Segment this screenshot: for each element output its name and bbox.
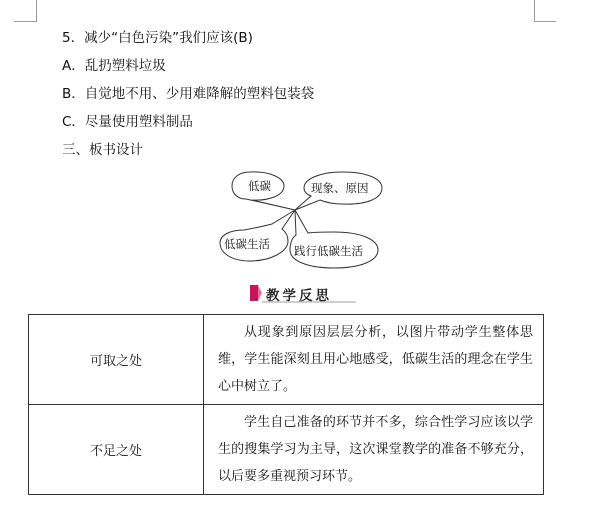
section-heading: 三、板书设计 [62,142,143,158]
crop-mark-top-left-vertical [36,0,37,22]
bubble-low-carbon [232,172,295,210]
row-text: 学生自己准备的环节并不多，综合性学习应该以学生的搜集学习为主导，这次课堂教学的准备不够充分，以后要多重视预习环节。 [204,405,544,495]
bubble-label: 践行低碳生活 [294,244,363,258]
option-b: B．自觉地不用、少用难降解的塑料包装袋 [62,86,315,102]
bubble-low-carbon-life [220,210,295,261]
banner-title: 教学反思 [266,288,332,304]
row-label: 可取之处 [29,315,204,405]
row-text: 从现象到原因层层分析，以图片带动学生整体思维，学生能深刻且用心地感受，低碳生活的理念在学生心中树立了。 [204,315,544,405]
reflection-table [28,314,544,495]
table-row [29,315,544,405]
bubble-practice-low-carbon-life [290,210,378,268]
question-stem: 5．减少“白色污染”我们应该(B) [62,30,253,46]
bubble-label: 现象、原因 [311,181,369,195]
crop-mark-top-right-horizontal [534,21,556,22]
row-label: 不足之处 [29,405,204,495]
board-design-diagram [200,168,400,272]
bubble-label: 低碳生活 [224,237,270,251]
option-a: A．乱扔塑料垃圾 [62,58,166,74]
table-row [29,405,544,495]
crop-mark-top-left-horizontal [14,21,37,22]
reflection-banner [248,282,360,304]
option-c: C．尽量使用塑料制品 [62,114,193,130]
crop-mark-top-right-vertical [534,0,535,22]
bubble-label: 低碳 [248,179,271,193]
bubble-phenomenon-cause [295,172,382,210]
